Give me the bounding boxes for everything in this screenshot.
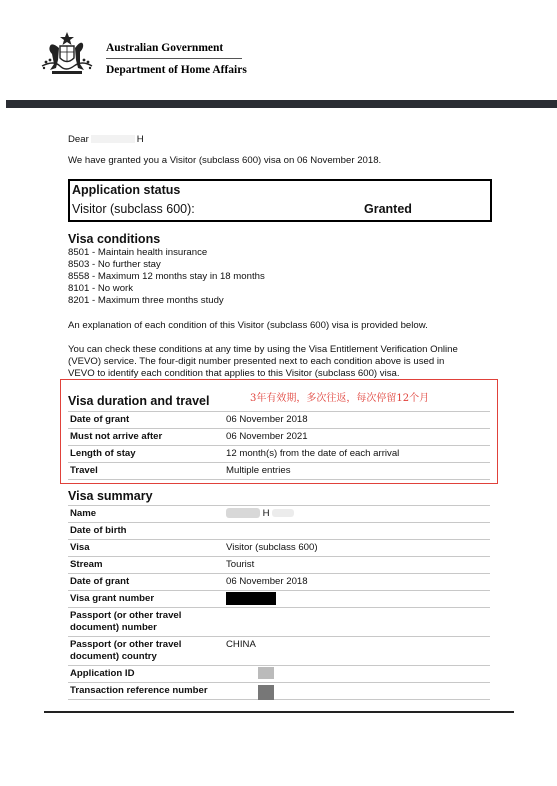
footer-divider <box>44 711 514 713</box>
condition-item: 8101 - No work <box>68 283 134 294</box>
row-value: Visitor (subclass 600) <box>226 542 318 553</box>
row-label: Application ID <box>70 668 135 679</box>
conditions-explanation: An explanation of each condition of this Visitor (subclass 600) visa is provided below. <box>68 320 428 331</box>
redacted-grant-number <box>226 592 276 605</box>
redacted-name <box>91 135 135 143</box>
coat-of-arms-icon <box>36 30 98 76</box>
department-name: Department of Home Affairs <box>106 64 247 76</box>
row-value: Multiple entries <box>226 465 291 476</box>
table-row <box>68 636 490 665</box>
vevo-text-line: You can check these conditions at any time by using the Visa Entitlement Verification Online <box>68 344 458 355</box>
table-row <box>68 539 490 556</box>
table-row <box>68 607 490 636</box>
row-label: Date of grant <box>70 576 130 587</box>
row-label: Date of grant <box>70 414 130 425</box>
row-value <box>226 508 294 520</box>
table-row <box>68 428 490 445</box>
redacted-name <box>226 508 260 518</box>
row-label: Visa <box>70 542 90 553</box>
application-status-value: Granted <box>364 202 412 216</box>
condition-item: 8201 - Maximum three months study <box>68 295 224 306</box>
table-row <box>68 556 490 573</box>
row-value: 06 November 2021 <box>226 431 308 442</box>
redacted-application-id <box>258 667 274 679</box>
salutation-start: Dear <box>68 134 89 145</box>
visa-summary-table <box>68 505 490 700</box>
vevo-text-line: (VEVO) service. The four-digit number presented next to each condition above is used in <box>68 356 445 367</box>
row-label: Date of birth <box>70 525 127 536</box>
row-value: 12 month(s) from the date of each arrival <box>226 448 400 459</box>
row-value: 06 November 2018 <box>226 576 308 587</box>
duration-travel-title: Visa duration and travel <box>68 394 210 408</box>
table-row <box>68 462 490 480</box>
condition-item: 8501 - Maintain health insurance <box>68 247 208 258</box>
table-row <box>68 590 490 607</box>
row-value: CHINA <box>226 639 256 650</box>
table-row <box>68 665 490 682</box>
row-label: Must not arrive after <box>70 431 163 442</box>
table-row <box>68 522 490 539</box>
row-label: Passport (or other travel document) country <box>70 639 182 662</box>
salutation <box>68 134 144 146</box>
letterhead-divider <box>106 58 242 59</box>
visa-summary-title: Visa summary <box>68 489 153 503</box>
row-label: Passport (or other travel document) number <box>70 610 182 633</box>
table-row <box>68 411 490 428</box>
salutation-end: H <box>136 134 144 145</box>
row-label: Name <box>70 508 97 519</box>
redacted-reference-number <box>258 685 274 700</box>
name-suffix: H <box>262 508 270 519</box>
vevo-text-line: VEVO to identify each condition that applies to this Visitor (subclass 600) visa. <box>68 368 400 379</box>
grant-sentence: We have granted you a Visitor (subclass 600) visa on 06 November 2018. <box>68 155 382 166</box>
condition-item: 8503 - No further stay <box>68 259 161 270</box>
table-row <box>68 573 490 590</box>
application-status-label: Visitor (subclass 600): <box>72 202 195 216</box>
row-label: Visa grant number <box>70 593 155 604</box>
application-status-title: Application status <box>72 183 181 197</box>
header-band <box>6 100 557 108</box>
duration-travel-table <box>68 411 490 480</box>
row-label: Length of stay <box>70 448 136 459</box>
letterhead <box>0 0 557 106</box>
visa-conditions-title: Visa conditions <box>68 232 161 246</box>
table-row <box>68 505 490 522</box>
row-value: Tourist <box>226 559 255 570</box>
handwritten-annotation: 3年有效期，多次往返，每次停留12个月 <box>250 393 430 404</box>
redacted-name <box>272 509 294 517</box>
row-label: Stream <box>70 559 103 570</box>
row-value: 06 November 2018 <box>226 414 308 425</box>
row-label: Transaction reference number <box>70 685 208 696</box>
table-row <box>68 682 490 700</box>
application-status-box <box>68 179 492 222</box>
government-name: Australian Government <box>106 42 224 54</box>
table-row <box>68 445 490 462</box>
condition-item: 8558 - Maximum 12 months stay in 18 months <box>68 271 265 282</box>
row-label: Travel <box>70 465 98 476</box>
